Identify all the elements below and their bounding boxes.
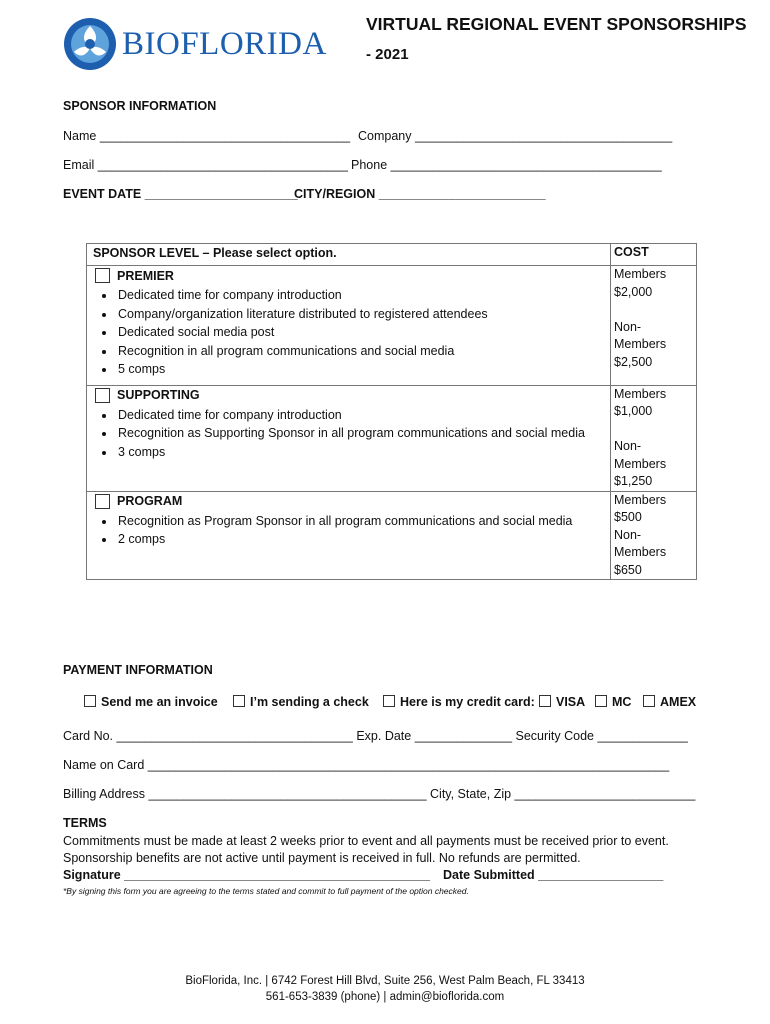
cost-line: Non- bbox=[614, 527, 642, 542]
name-field[interactable]: Name ____________________________________ bbox=[63, 129, 351, 143]
phone-field[interactable]: Phone _______________________________________ bbox=[351, 158, 662, 172]
payment-info-heading: PAYMENT INFORMATION bbox=[63, 663, 213, 677]
visa-option[interactable] bbox=[539, 695, 585, 709]
level-name: SUPPORTING bbox=[117, 388, 200, 402]
signature-field[interactable]: Signature ____________________________________________ bbox=[63, 868, 431, 882]
premier-cost bbox=[611, 266, 697, 386]
amex-label: AMEX bbox=[660, 695, 697, 709]
check-label: I’m sending a check bbox=[250, 695, 369, 709]
list-item: • 2 comps bbox=[116, 530, 610, 549]
supporting-benefits-list bbox=[87, 406, 610, 462]
program-option[interactable] bbox=[95, 494, 610, 509]
cost-line: $1,000 bbox=[614, 404, 653, 418]
event-date-field[interactable]: EVENT DATE ______________________ bbox=[63, 187, 298, 201]
program-benefits-list bbox=[87, 512, 610, 549]
city-region-field[interactable]: CITY/REGION ________________________ bbox=[294, 187, 546, 201]
cost-line: Non- bbox=[614, 319, 642, 334]
level-row-premier bbox=[87, 266, 697, 386]
premier-checkbox[interactable] bbox=[95, 268, 110, 283]
cost-line: Members bbox=[614, 456, 667, 471]
level-row-program bbox=[87, 491, 697, 580]
cost-line: Members bbox=[614, 267, 667, 281]
amex-option[interactable] bbox=[643, 695, 696, 709]
cost-line: $2,000 bbox=[614, 284, 653, 299]
mc-option[interactable] bbox=[595, 695, 631, 709]
mc-checkbox[interactable] bbox=[595, 695, 607, 707]
cost-line: $500 bbox=[614, 510, 642, 524]
cost-header: COST bbox=[614, 245, 649, 259]
premier-option[interactable] bbox=[95, 268, 610, 283]
logo-wordmark: BIOFLORIDA bbox=[122, 26, 327, 62]
list-item: • Dedicated time for company introduction bbox=[116, 406, 610, 425]
cost-line: $1,250 bbox=[614, 474, 653, 488]
cost-line: $650 bbox=[614, 562, 642, 577]
supporting-option[interactable] bbox=[95, 388, 610, 403]
visa-label: VISA bbox=[556, 695, 586, 709]
logo-emblem-icon bbox=[62, 16, 118, 72]
credit-card-checkbox[interactable] bbox=[383, 695, 395, 707]
page-title-year: - 2021 bbox=[366, 46, 409, 63]
credit-card-option[interactable] bbox=[383, 695, 535, 709]
card-number-field[interactable]: Card No. __________________________________ Exp. Date ______________ Security Code _____________ bbox=[63, 729, 688, 743]
bioflorida-logo bbox=[62, 14, 332, 74]
visa-checkbox[interactable] bbox=[539, 695, 551, 707]
list-item: • 3 comps bbox=[116, 443, 610, 462]
level-row-supporting bbox=[87, 385, 697, 491]
table-header-row bbox=[87, 244, 697, 266]
level-name: PREMIER bbox=[117, 268, 174, 283]
level-name: PROGRAM bbox=[117, 494, 183, 508]
invoice-option[interactable] bbox=[84, 695, 218, 709]
cost-line: Non- bbox=[614, 439, 642, 453]
sponsor-level-table bbox=[86, 243, 697, 580]
signature-note: *By signing this form you are agreeing to the terms stated and commit to full payment of the option checked. bbox=[63, 886, 469, 896]
sponsor-info-heading: SPONSOR INFORMATION bbox=[63, 99, 217, 113]
amex-checkbox[interactable] bbox=[643, 695, 655, 707]
list-item: • Recognition as Program Sponsor in all program communications and social media bbox=[116, 512, 610, 531]
cost-line: Members bbox=[614, 386, 667, 401]
footer-contact: 561-653-3839 (phone) | admin@bioflorida.com bbox=[265, 991, 505, 1003]
cost-line: Members bbox=[614, 492, 667, 507]
supporting-cost bbox=[611, 385, 697, 491]
invoice-label: Send me an invoice bbox=[101, 695, 218, 709]
list-item: • 5 comps bbox=[116, 360, 610, 379]
invoice-checkbox[interactable] bbox=[84, 695, 96, 707]
cost-line: Members bbox=[614, 337, 667, 351]
list-item: • Dedicated social media post bbox=[116, 323, 610, 342]
terms-line: Commitments must be made at least 2 weeks prior to event and all payments must be received prior to event. bbox=[63, 834, 669, 848]
date-submitted-field[interactable]: Date Submitted __________________ bbox=[443, 868, 664, 882]
cost-line-spacer bbox=[614, 421, 696, 439]
name-on-card-field[interactable]: Name on Card ___________________________________________________________________________ bbox=[63, 758, 670, 772]
terms-line: Sponsorship benefits are not active until payment is received in full. No refunds are permitted. bbox=[63, 851, 581, 865]
billing-address-field[interactable]: Billing Address ________________________________________ City, State, Zip __________________________ bbox=[63, 787, 696, 801]
company-field[interactable]: Company _____________________________________ bbox=[358, 129, 673, 143]
cost-line-spacer bbox=[614, 301, 696, 319]
premier-benefits-list bbox=[87, 286, 610, 379]
list-item: • Recognition as Supporting Sponsor in all program communications and social media bbox=[116, 424, 610, 443]
list-item: • Recognition in all program communications and social media bbox=[116, 342, 610, 361]
sponsor-level-header: SPONSOR LEVEL – Please select option. bbox=[93, 246, 337, 260]
cost-line: $2,500 bbox=[614, 354, 653, 369]
check-checkbox[interactable] bbox=[233, 695, 245, 707]
email-field[interactable]: Email ____________________________________ bbox=[63, 158, 348, 172]
program-checkbox[interactable] bbox=[95, 494, 110, 509]
credit-card-label: Here is my credit card: bbox=[400, 695, 535, 709]
mc-label: MC bbox=[612, 695, 632, 709]
page-title: VIRTUAL REGIONAL EVENT SPONSORSHIPS bbox=[366, 14, 747, 34]
cost-line: Members bbox=[614, 545, 667, 559]
list-item: • Dedicated time for company introduction bbox=[116, 286, 610, 305]
supporting-checkbox[interactable] bbox=[95, 388, 110, 403]
program-cost bbox=[611, 491, 697, 580]
list-item: • Company/organization literature distributed to registered attendees bbox=[116, 305, 610, 324]
footer-address: BioFlorida, Inc. | 6742 Forest Hill Blvd, Suite 256, West Palm Beach, FL 33413 bbox=[185, 975, 585, 987]
check-option[interactable] bbox=[233, 695, 369, 709]
terms-heading: TERMS bbox=[63, 816, 107, 830]
